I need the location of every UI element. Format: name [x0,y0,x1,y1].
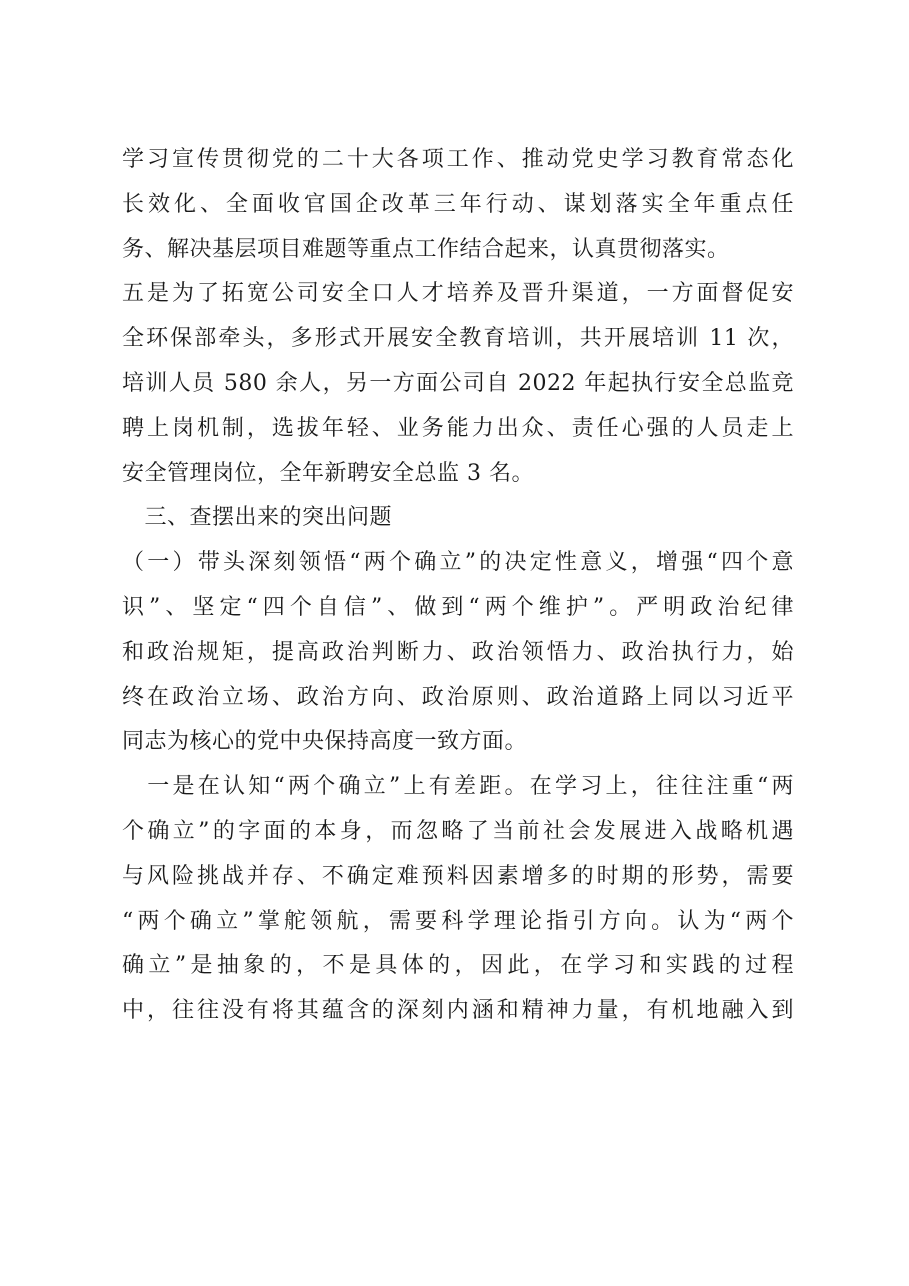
paragraph-line: 长效化、全面收官国企改革三年行动、谋划落实全年重点任 [122,191,794,217]
paragraph-line: 与风险挑战并存、不确定难预料因素增多的时期的形势，需要 [122,863,794,889]
paragraph-line: 个确立”的字面的本身，而忽略了当前社会发展进入战略机遇 [122,818,794,844]
paragraph-line: 中，往往没有将其蕴含的深刻内涵和精神力量，有机地融入到 [122,998,794,1024]
paragraph-line: 全环保部牵头，多形式开展安全教育培训，共开展培训 11 次， [122,326,794,352]
paragraph-line: “两个确立”掌舵领航，需要科学理论指引方向。认为“两个 [122,908,794,934]
paragraph-line: 终在政治立场、政治方向、政治原则、政治道路上同以习近平 [122,684,794,710]
document-body [122,138,794,1034]
paragraph-line: 务、解决基层项目难题等重点工作结合起来，认真贯彻落实。 [122,236,730,262]
paragraph-line: 识”、坚定“四个自信”、做到“两个维护”。严明政治纪律 [122,594,794,620]
paragraph-line: 安全管理岗位，全年新聘安全总监 3 名。 [122,460,534,486]
paragraph-line: （一）带头深刻领悟“两个确立”的决定性意义，增强“四个意 [122,550,794,576]
paragraph-line: 培训人员 580 余人，另一方面公司自 2022 年起执行安全总监竞 [122,370,794,396]
paragraph-line: 学习宣传贯彻党的二十大各项工作、推动党史学习教育常态化 [122,147,794,172]
paragraph-line: 确立”是抽象的，不是具体的，因此，在学习和实践的过程 [122,953,794,979]
paragraph-line: 聘上岗机制，选拔年轻、业务能力出众、责任心强的人员走上 [122,415,794,441]
paragraph-line: 同志为核心的党中央保持高度一致方面。 [122,729,528,755]
paragraph-line: 和政治规矩，提高政治判断力、政治领悟力、政治执行力，始 [122,639,794,665]
paragraph-line: 五是为了拓宽公司安全口人才培养及晋升渠道，一方面督促安 [122,281,794,307]
section-heading: 三、查摆出来的突出问题 [122,505,393,531]
paragraph-line: 一是在认知“两个确立”上有差距。在学习上，往往注重“两 [122,774,794,800]
